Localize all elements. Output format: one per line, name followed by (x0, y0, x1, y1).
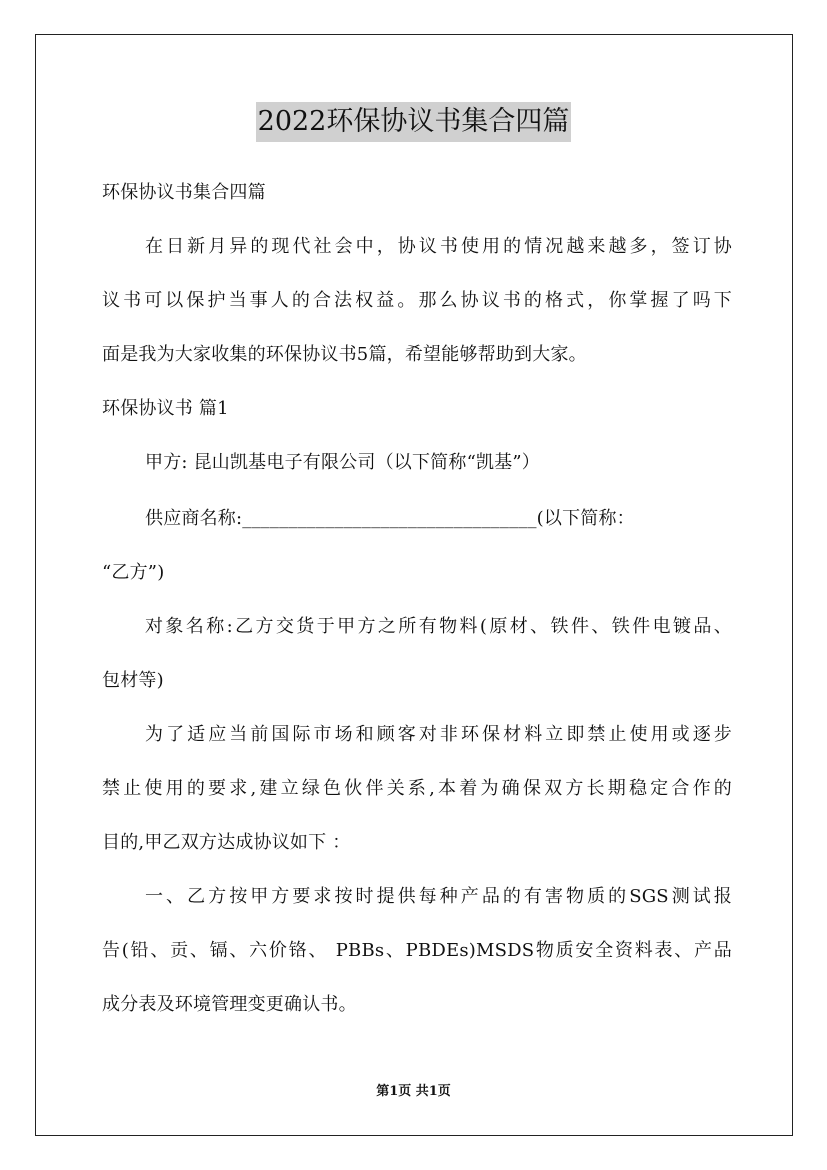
party-a-line: 甲方: 昆山凯基电子有限公司（以下简称“凯基”） (145, 452, 540, 473)
page-indicator: 第1页 共1页 (376, 1084, 451, 1099)
purpose-line-1: 为了适应当前国际市场和顾客对非环保材料立即禁止使用或逐步 (145, 724, 732, 745)
purpose-line-3: 目的,甲乙双方达成协议如下 ： (102, 832, 351, 853)
clause-1-line-1: 一、乙方按甲方要求按时提供每种产品的有害物质的SGS测试报 (145, 886, 732, 907)
clause-1-line-3: 成分表及环境管理变更确认书。 (102, 994, 357, 1015)
document-title: 2022环保协议书集合四篇 (256, 102, 572, 142)
purpose-line-2: 禁止使用的要求,建立绿色伙伴关系,本着为确保双方长期稳定合作的 (102, 778, 732, 799)
party-b-line: “乙方”) (102, 562, 165, 583)
intro-line-3: 面是我为大家收集的环保协议书5篇，希望能够帮助到大家。 (102, 344, 587, 365)
title-area (0, 102, 827, 142)
clause-1-line-2: 告(铅、贡、镉、六价铬、 PBBs、PBDEs)MSDS物质安全资料表、产品 (102, 940, 732, 961)
object-line-2: 包材等) (102, 670, 164, 691)
intro-line-2: 议书可以保护当事人的合法权益。那么协议书的格式，你掌握了吗下 (102, 290, 732, 311)
intro-line-1: 在日新月异的现代社会中，协议书使用的情况越来越多，签订协 (145, 236, 732, 257)
subtitle-line: 环保协议书集合四篇 (102, 182, 266, 203)
section-heading: 环保协议书 篇1 (102, 398, 229, 419)
supplier-name-line: 供应商名称:________________________________(以下简称： (145, 508, 635, 529)
object-line-1: 对象名称:乙方交货于甲方之所有物料(原材、铁件、铁件电镀品、 (145, 616, 732, 637)
